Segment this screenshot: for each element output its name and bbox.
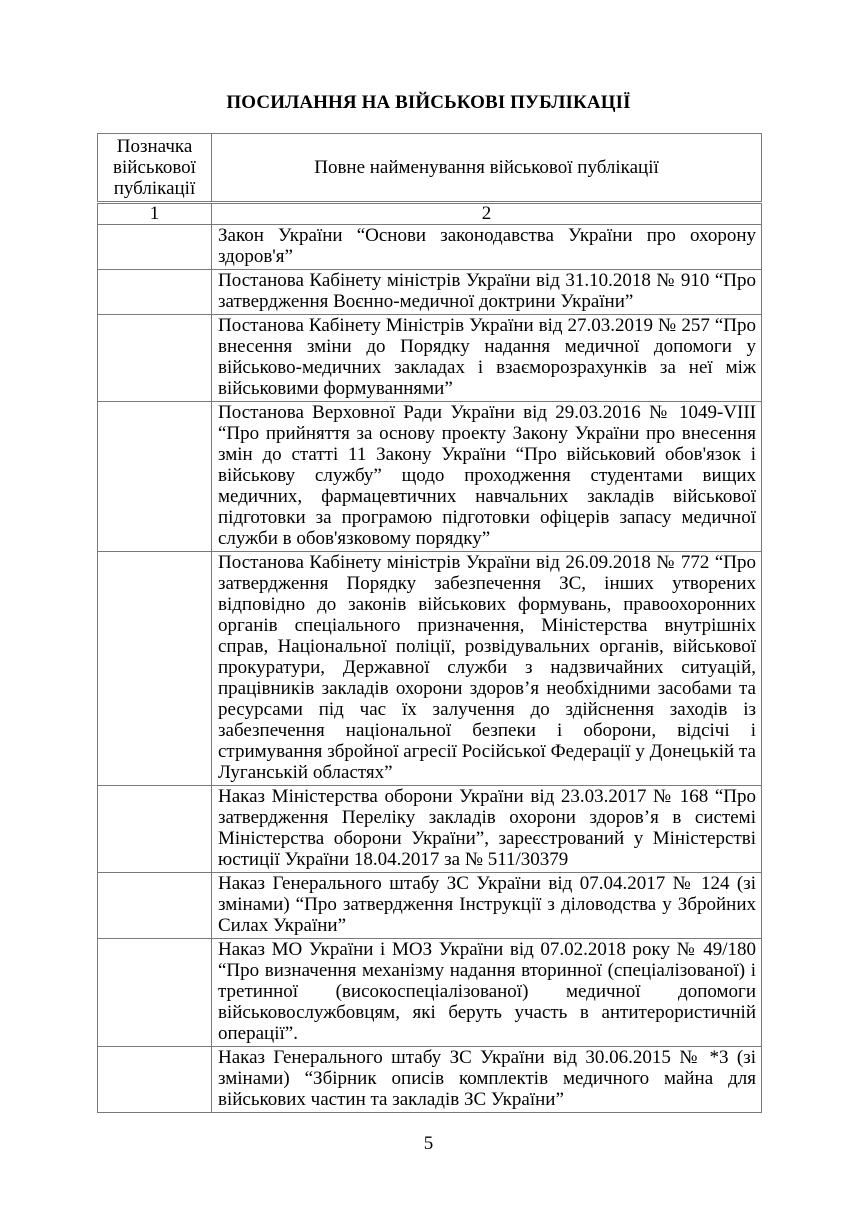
- page-number: 5: [423, 1133, 434, 1154]
- column-number-1: 1: [98, 203, 212, 225]
- table-row: [98, 939, 762, 1047]
- publication-name: Закон України “Основи законодавства України про охорону здоров'я”: [212, 225, 762, 270]
- publication-name: Наказ МО України і МОЗ України від 07.02.2018 року № 49/180 “Про визначення механізму надання вторинної (спеціалізованої) і третинної (високоспеціалізованої) медичної допомоги військовослужбовцям, які беруть участь в антитерористичній операції”.: [212, 939, 762, 1047]
- column-number-row: [98, 203, 762, 225]
- table-row: [98, 786, 762, 873]
- table-row: [98, 402, 762, 552]
- table-row: [98, 315, 762, 402]
- table-row: [98, 270, 762, 315]
- publication-code: [98, 786, 212, 873]
- publication-code: [98, 270, 212, 315]
- publication-code: [98, 1047, 212, 1113]
- table-row: [98, 225, 762, 270]
- header-designation: Позначка військової публікації: [98, 134, 212, 203]
- publication-code: [98, 315, 212, 402]
- publication-name: Постанова Кабінету міністрів України від 26.09.2018 № 772 “Про затвердження Порядку забезпечення ЗС, інших утворених відповідно до законів військових формувань, правоохоронних органів спеціального призначення, Міністерства внутрішніх справ, Національної поліції, розвідувальних органів, військової прокуратури, Державної служби з надзвичайних ситуацій, працівників закладів охорони здоров’я необхідними засобами та ресурсами під час їх залучення до здійснення заходів із забезпечення національної безпеки і оборони, відсічі і стримування збройної агресії Російської Федерації у Донецькій та Луганській областях”: [212, 552, 762, 786]
- publication-code: [98, 939, 212, 1047]
- publication-code: [98, 225, 212, 270]
- table-row: [98, 873, 762, 939]
- table-header-row: [98, 134, 762, 203]
- header-full-name: Повне найменування військової публікації: [212, 134, 762, 203]
- publication-code: [98, 873, 212, 939]
- publication-name: Постанова Кабінету Міністрів України від 27.03.2019 № 257 “Про внесення зміни до Порядку надання медичної допомоги у військово-медичних закладах і взаєморозрахунків за неї між військовими формуваннями”: [212, 315, 762, 402]
- table-row: [98, 1047, 762, 1113]
- publication-name: Постанова Верховної Ради України від 29.03.2016 № 1049-VIII “Про прийняття за основу проекту Закону України про внесення змін до статті 11 Закону України “Про військовий обов'язок і військову службу” щодо проходження студентами вищих медичних, фармацевтичних навчальних закладів військової підготовки за програмою підготовки офіцерів запасу медичної служби в обов'язковому порядку”: [212, 402, 762, 552]
- publication-name: Постанова Кабінету міністрів України від 31.10.2018 № 910 “Про затвердження Воєнно-медичної доктрини України”: [212, 270, 762, 315]
- publication-name: Наказ Генерального штабу ЗС України від 07.04.2017 № 124 (зі змінами) “Про затвердження Інструкції з діловодства у Збройних Силах України”: [212, 873, 762, 939]
- publications-table: [97, 133, 762, 1113]
- publication-code: [98, 552, 212, 786]
- publication-name: Наказ Генерального штабу ЗС України від 30.06.2015 № *3 (зі змінами) “Збірник описів комплектів медичного майна для військових частин та закладів ЗС України”: [212, 1047, 762, 1113]
- table-row: [98, 552, 762, 786]
- publication-code: [98, 402, 212, 552]
- page-title: ПОСИЛАННЯ НА ВІЙСЬКОВІ ПУБЛІКАЦІЇ: [226, 92, 631, 113]
- publication-name: Наказ Міністерства оборони України від 23.03.2017 № 168 “Про затвердження Переліку закладів охорони здоров’я в системі Міністерства оборони України”, зареєстрований у Міністерстві юстиції України 18.04.2017 за № 511/30379: [212, 786, 762, 873]
- column-number-2: 2: [212, 203, 762, 225]
